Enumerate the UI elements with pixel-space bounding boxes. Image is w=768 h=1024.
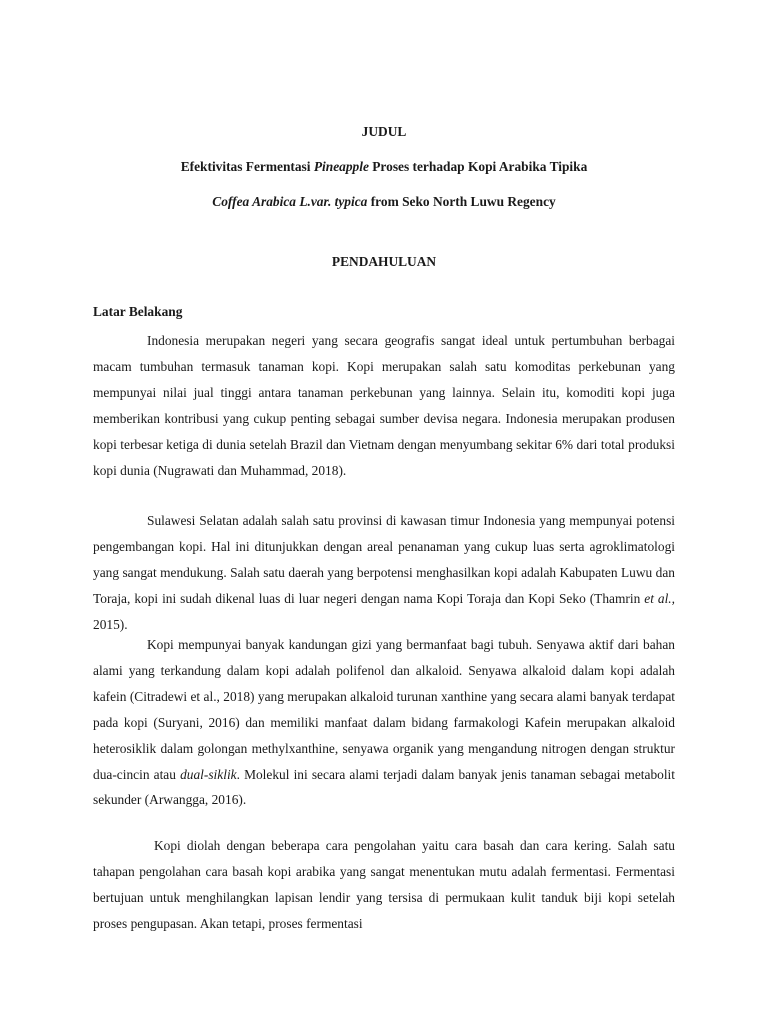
title-line-1: [0, 157, 768, 176]
paragraph-3-text-c: . Molekul ini secara alami terjadi dalam banyak jenis tanaman sebagai metabolit sekunder (Arwangga, 2016).: [93, 766, 675, 808]
paragraph-2-text-a: Sulawesi Selatan adalah salah satu provinsi di kawasan timur Indonesia yang mempunyai potensi pengembangan kopi. Hal ini ditunjukkan dengan areal penanaman yang cukup luas serta agroklimatologi yang sangat mendukung. Salah satu daerah yang berpotensi menghasilkan kopi adalah Kabupaten Luwu dan Toraja, kopi ini sudah dikenal luas di luar negeri dengan nama Kopi Toraja dan Kopi Seko (Thamrin: [93, 513, 675, 606]
title-line-1-part-a: Efektivitas Fermentasi: [180, 159, 314, 174]
paragraph-3-text-a: Kopi mempunyai banyak kandungan gizi yang bermanfaat bagi tubuh. Senyawa aktif dari bahan alami yang terkandung dalam kopi adalah polifenol dan alkaloid. Senyawa alkaloid dalam kopi adalah kafein (Citradewi et al., 2018) yang merupakan alkaloid turunan xanthine yang secara alami banyak terdapat pada kopi (Suryani, 2016) dan memiliki manfaat dalam bidang farmakologi Kafein merupakan alkaloid heterosiklik dalam golongan methylxanthine, senyawa organik yang mengandung nitrogen dengan struktur dua-cincin atau: [93, 637, 675, 782]
subsection-heading: Latar Belakang: [93, 304, 183, 319]
paragraph-1-text: Indonesia merupakan negeri yang secara geografis sangat ideal untuk pertumbuhan berbagai macam tumbuhan termasuk tanaman kopi. Kopi merupakan salah satu komoditas perkebunan yang mempunyai nilai jual tinggi antara tanaman perkebunan yang lainnya. Selain itu, komoditi kopi juga memberikan kontribusi yang cukup penting sebagai sumber devisa negara. Indonesia merupakan produsen kopi terbesar ketiga di dunia setelah Brazil dan Vietnam dengan menyumbang sekitar 6% dari total produksi kopi dunia (Nugrawati dan Muhammad, 2018).: [93, 333, 675, 478]
title-line-1-italic: Pineapple: [313, 159, 369, 174]
judul-heading: JUDUL: [361, 124, 407, 139]
paragraph-3-italic: dual-siklik: [180, 766, 237, 782]
section-heading: PENDAHULUAN: [331, 254, 437, 269]
paragraph-2-text-c: 2015).: [93, 616, 128, 632]
paragraph-3: [93, 632, 675, 813]
paragraph-1: [93, 328, 675, 483]
title-line-2: [0, 192, 768, 211]
paragraph-2: [93, 508, 675, 638]
title-line-2-italic: Coffea Arabica L.var. typica: [212, 194, 368, 209]
title-line-2-part-b: from Seko North Luwu Regency: [367, 194, 556, 209]
title-line-1-part-c: Proses terhadap Kopi Arabika Tipika: [368, 159, 588, 174]
paragraph-4-text: Kopi diolah dengan beberapa cara pengolahan yaitu cara basah dan cara kering. Salah satu tahapan pengolahan cara basah kopi arabika yang sangat menentukan mutu adalah fermentasi. Fermentasi bertujuan untuk menghilangkan lapisan lendir yang tersisa di permukaan kulit tanduk biji kopi setelah proses pengupasan. Akan tetapi, proses fermentasi: [93, 838, 675, 931]
paragraph-4: [93, 833, 675, 937]
paragraph-2-italic: et al.,: [644, 590, 676, 606]
